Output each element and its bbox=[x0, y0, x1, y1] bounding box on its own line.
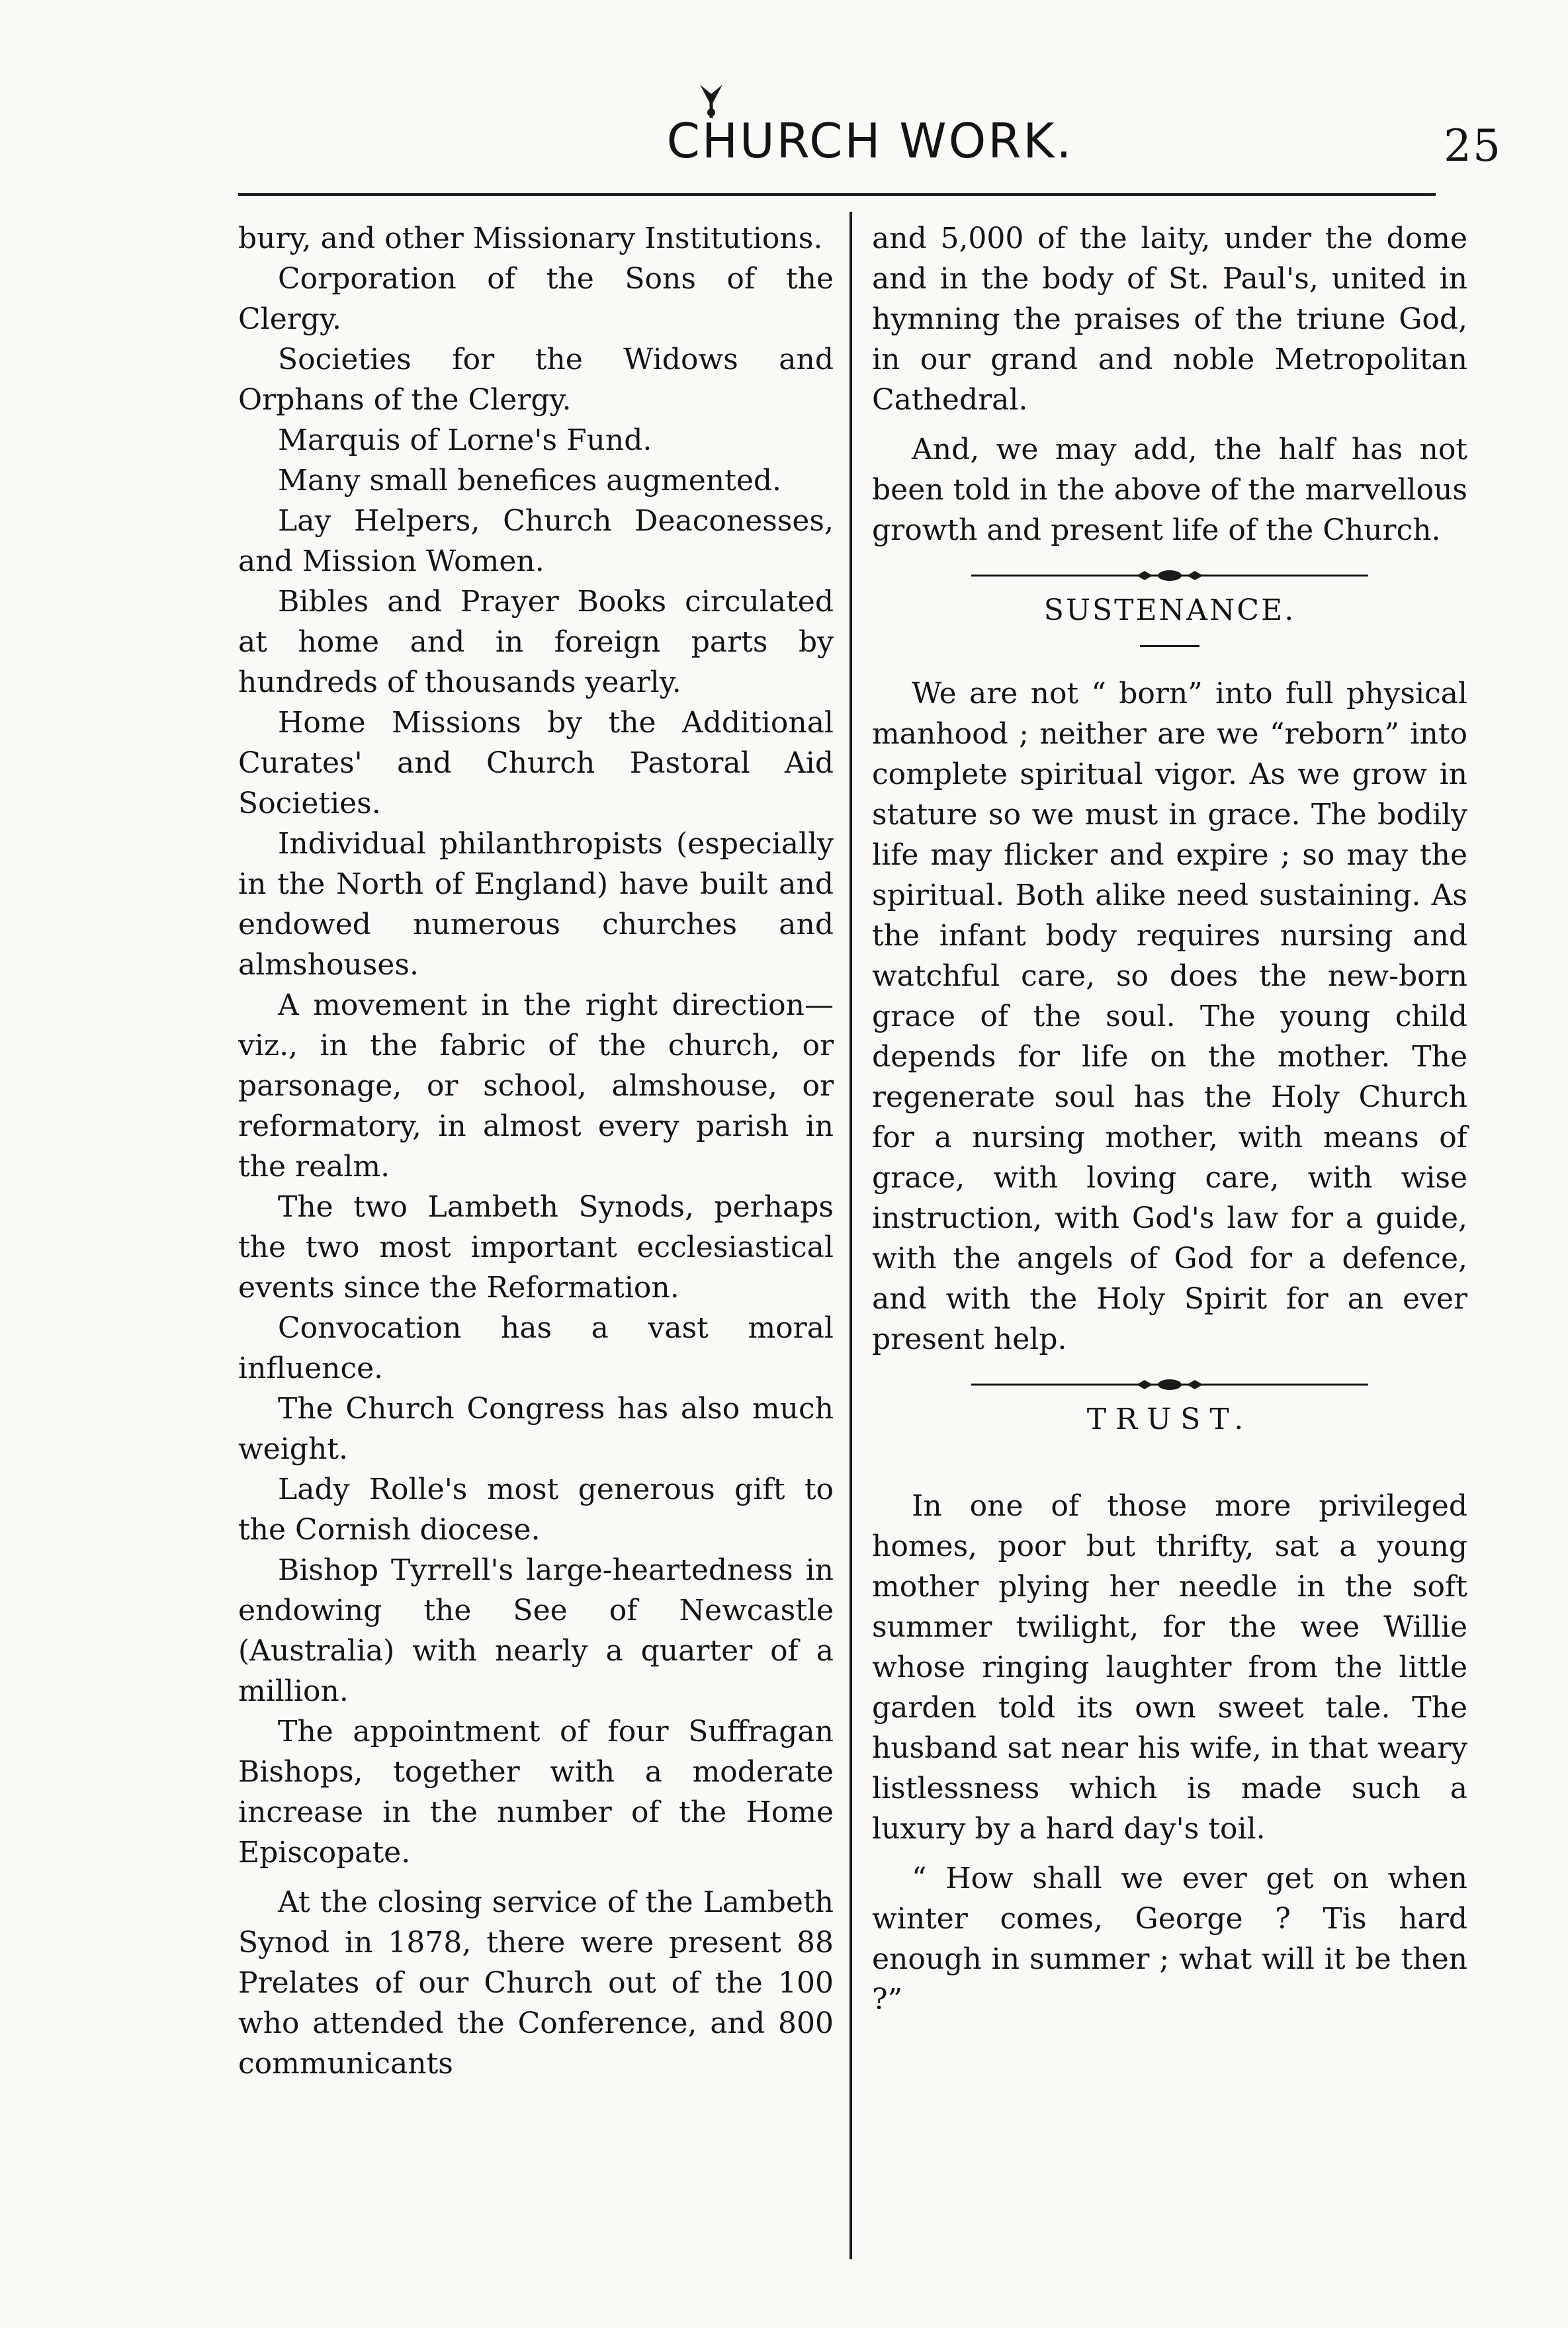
paragraph: Lay Helpers, Church Deaconesses, and Mission Women. bbox=[238, 504, 834, 578]
column-divider bbox=[849, 212, 852, 2259]
paragraph: The appointment of four Suffragan Bishops, together with a moderate increase in the number of the Home Episcopate. bbox=[238, 1715, 834, 1870]
paragraph: The two Lambeth Synods, perhaps the two most important ecclesiastical events since the Reformation. bbox=[238, 1190, 834, 1305]
paragraph: Convocation has a vast moral influence. bbox=[238, 1311, 834, 1385]
section-heading-trust: TRUST. bbox=[1086, 1402, 1253, 1436]
paragraph: “ How shall we ever get on when winter comes, George ? Tis hard enough in summer ; what will it be then ?” bbox=[872, 1862, 1467, 2016]
paragraph: And, we may add, the half has not been told in the above of the marvellous growth and present life of the Church. bbox=[872, 433, 1467, 547]
paragraph: The Church Congress has also much weight. bbox=[238, 1392, 834, 1466]
paragraph: A movement in the right direction—viz., in the fabric of the church, or parsonage, or school, almshouse, or reformatory, in almost every parish in the realm. bbox=[238, 988, 834, 1184]
paragraph: At the closing service of the Lambeth Synod in 1878, there were present 88 Prelates of our Church out of the 100 who attended the Conference, and 800 communicants bbox=[238, 1885, 834, 2081]
paragraph: Societies for the Widows and Orphans of the Clergy. bbox=[238, 343, 834, 417]
paragraph: Individual philanthropists (especially in the North of England) have built and endowed numerous churches and almshouses. bbox=[238, 827, 834, 982]
spacer bbox=[872, 1440, 1467, 1486]
page-header bbox=[238, 111, 1502, 184]
section-separator bbox=[872, 1377, 1467, 1393]
paragraph: Marquis of Lorne's Fund. bbox=[278, 423, 652, 457]
paragraph: Bishop Tyrrell's large-heartedness in endowing the See of Newcastle (Australia) with nearly a quarter of a million. bbox=[238, 1553, 834, 1708]
section-separator bbox=[872, 568, 1467, 583]
section-heading-sustenance: SUSTENANCE. bbox=[1043, 593, 1296, 627]
header-rule bbox=[238, 193, 1436, 196]
ornamental-rule-icon bbox=[971, 1377, 1368, 1393]
paragraph: bury, and other Missionary Institutions. bbox=[238, 222, 823, 255]
paragraph: Many small benefices augmented. bbox=[278, 464, 782, 497]
paragraph: Corporation of the Sons of the Clergy. bbox=[238, 262, 834, 336]
paragraph: We are not “ born” into full physical manhood ; neither are we “reborn” into complete spiritual vigor. As we grow in stature so we must in grace. The bodily life may flicker and expire ; so may the spiritual. Both alike need sustaining. As the infant body requires nursing and watchful care, so does the new-born grace of the soul. The young child depends for life on the mother. The regenerate soul has the Holy Church for a nursing mother, with means of grace, with loving care, with wise instruction, with God's law for a guide, with the angels of God for a defence, and with the Holy Spirit for an ever present help. bbox=[872, 677, 1467, 1356]
heading-rule bbox=[1140, 645, 1199, 647]
right-column bbox=[872, 218, 1467, 2020]
paragraph: In one of those more privileged homes, poor but thrifty, sat a young mother plying her needle in the soft summer twilight, for the wee Willie whose ringing laughter from the little garden told its own sweet tale. The husband sat near his wife, in that weary listlessness which is made such a luxury by a hard day's toil. bbox=[872, 1489, 1467, 1846]
paragraph: Lady Rolle's most generous gift to the Cornish diocese. bbox=[238, 1473, 834, 1547]
paragraph: Home Missions by the Additional Curates' and Church Pastoral Aid Societies. bbox=[238, 706, 834, 820]
paragraph: Bibles and Prayer Books circulated at home and in foreign parts by hundreds of thousands yearly. bbox=[238, 585, 834, 699]
paragraph: and 5,000 of the laity, under the dome and in the body of St. Paul's, united in hymning the praises of the triune God, in our grand and noble Metropolitan Cathedral. bbox=[872, 222, 1467, 417]
left-column bbox=[238, 218, 834, 2084]
ornamental-rule-icon bbox=[971, 568, 1368, 583]
page-number: 25 bbox=[1444, 120, 1502, 171]
running-title: CHURCH WORK. bbox=[666, 113, 1074, 169]
